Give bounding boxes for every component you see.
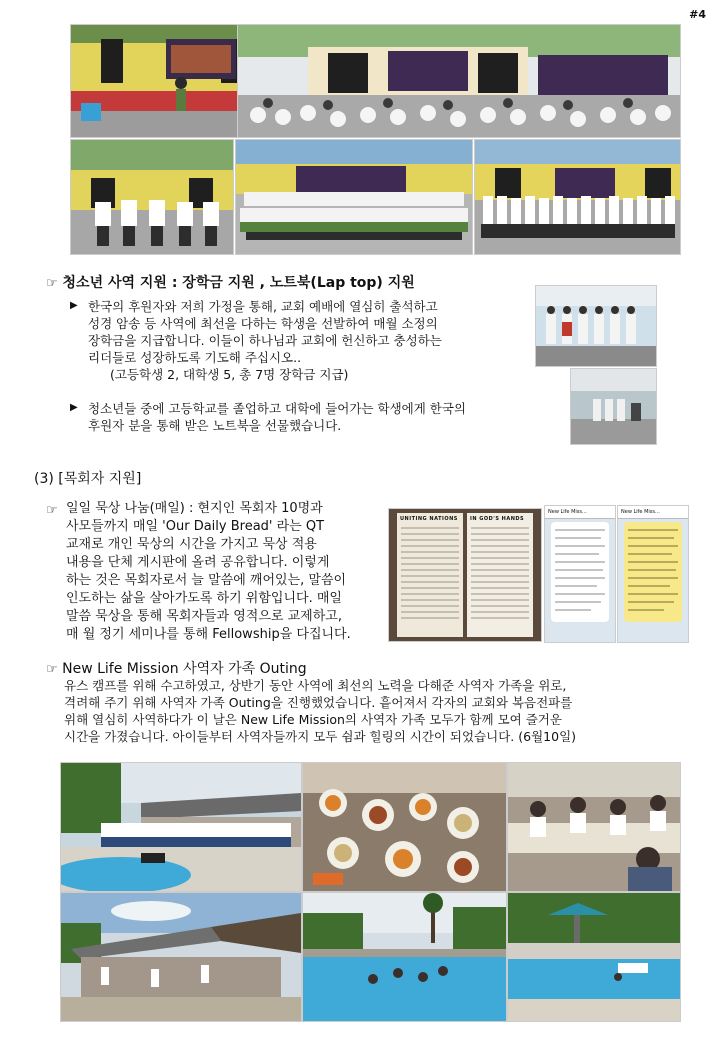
triangle-bullet-icon: ▶	[70, 402, 78, 413]
devotion-line: 일일 묵상 나눔(매일) : 현지인 목회자 10명과	[66, 501, 323, 516]
photo-outing-pool-gazebo	[507, 892, 681, 1022]
outing-line: 시간을 가졌습니다. 아이들부터 사역자들까지 모두 쉼과 힐링의 시간이 되었습니다. (6월10일)	[64, 729, 577, 744]
youth-bullet-1-line: 장학금을 지급합니다. 이들이 하나님과 교회에 헌신하고 충성하는	[88, 333, 442, 348]
scholarship-note: (고등학생 2, 대학생 5, 총 7명 장학금 지급)	[110, 367, 349, 382]
youth-bullet-1-line: 성경 암송 등 사역에 최선을 다하는 학생을 선발하여 매월 소정의	[88, 316, 438, 331]
youth-heading	[46, 272, 415, 292]
triangle-bullet-icon: ▶	[70, 300, 78, 311]
book-right-heading: IN GOD'S HANDS	[470, 516, 525, 522]
outing-title: New Life Mission 사역자 가족 Outing	[62, 661, 307, 677]
photo-outing-group-pool	[60, 762, 302, 892]
pastor-section-title: (3) [목회자 지원]	[34, 471, 142, 487]
outing-line: 유스 캠프를 위해 수고하였고, 상반기 동안 사역에 최선의 노력을 다해준 사역자 가족을 위로,	[64, 678, 567, 693]
photo-outing-swimming	[302, 892, 507, 1022]
pointing-hand-icon: ☞	[46, 662, 58, 677]
photo-outing-dining	[507, 762, 681, 892]
youth-bullet-1-line: 한국의 후원자와 저희 가정을 통해, 교회 예배에 열심히 출석하고	[88, 299, 438, 314]
outing-text	[64, 677, 704, 745]
pointing-hand-icon: ☞	[46, 503, 58, 518]
page-number: #4	[689, 8, 706, 21]
pointing-hand-icon: ☞	[46, 276, 58, 291]
photo-devotional-book	[388, 508, 542, 642]
outing-heading	[46, 658, 307, 678]
photo-group-middle	[235, 139, 473, 255]
photo-group-right	[474, 139, 681, 255]
devotion-text	[66, 500, 386, 644]
photo-scholarship-students	[535, 285, 657, 367]
photo-laptop-gift	[570, 368, 657, 445]
youth-bullet-2-line: 후원자 분을 통해 받은 노트북을 선물했습니다.	[88, 418, 342, 433]
chat-header: New Life Miss...	[618, 506, 688, 519]
book-left-heading: UNITING NATIONS	[400, 516, 458, 522]
outing-line: 격려해 주기 위해 사역자 가족 Outing을 진행했었습니다. 흩어져서 각자의 교회와 복음전파를	[64, 695, 573, 710]
devotion-line: 말씀 묵상을 통해 목회자들과 영적으로 교제하고,	[66, 609, 342, 624]
photo-outing-food	[302, 762, 507, 892]
devotion-line: 하는 것은 목회자로서 늘 말씀에 깨어있는, 말씀이	[66, 573, 347, 588]
devotion-line: 교재로 개인 묵상의 시간을 가지고 묵상 적용	[66, 537, 317, 552]
outing-line: 위해 열심히 사역하다가 이 날은 New Life Mission의 사역자 가족 모두가 함께 모여 즐거운	[64, 712, 562, 727]
chat-header: New Life Miss...	[545, 506, 615, 519]
devotion-line: 인도하는 삶을 살아가도록 하기 위함입니다. 매일	[66, 591, 342, 606]
photo-chat-screenshot-1	[544, 505, 616, 643]
photo-chat-screenshot-2	[617, 505, 689, 643]
devotion-line: 매 월 정기 세미나를 통해 Fellowship을 다집니다.	[66, 627, 351, 642]
youth-bullet-2-line: 청소년들 중에 고등학교를 졸업하고 대학에 들어가는 학생에게 한국의	[88, 401, 466, 416]
photo-group-left	[70, 139, 234, 255]
devotion-hand	[46, 502, 58, 518]
photo-youth-camp-crowd	[237, 24, 681, 138]
youth-bullet-1-line: 리더들로 성장하도록 기도해 주십시오..	[88, 350, 302, 365]
youth-title: 청소년 사역 지원 : 장학금 지원 , 노트북(Lap top) 지원	[62, 275, 415, 291]
devotion-line: 내용을 단체 게시판에 올려 공유합니다. 이렇게	[66, 555, 330, 570]
photo-outing-cottage	[60, 892, 302, 1022]
devotion-line: 사모들까지 매일 'Our Daily Bread' 라는 QT	[66, 519, 325, 534]
